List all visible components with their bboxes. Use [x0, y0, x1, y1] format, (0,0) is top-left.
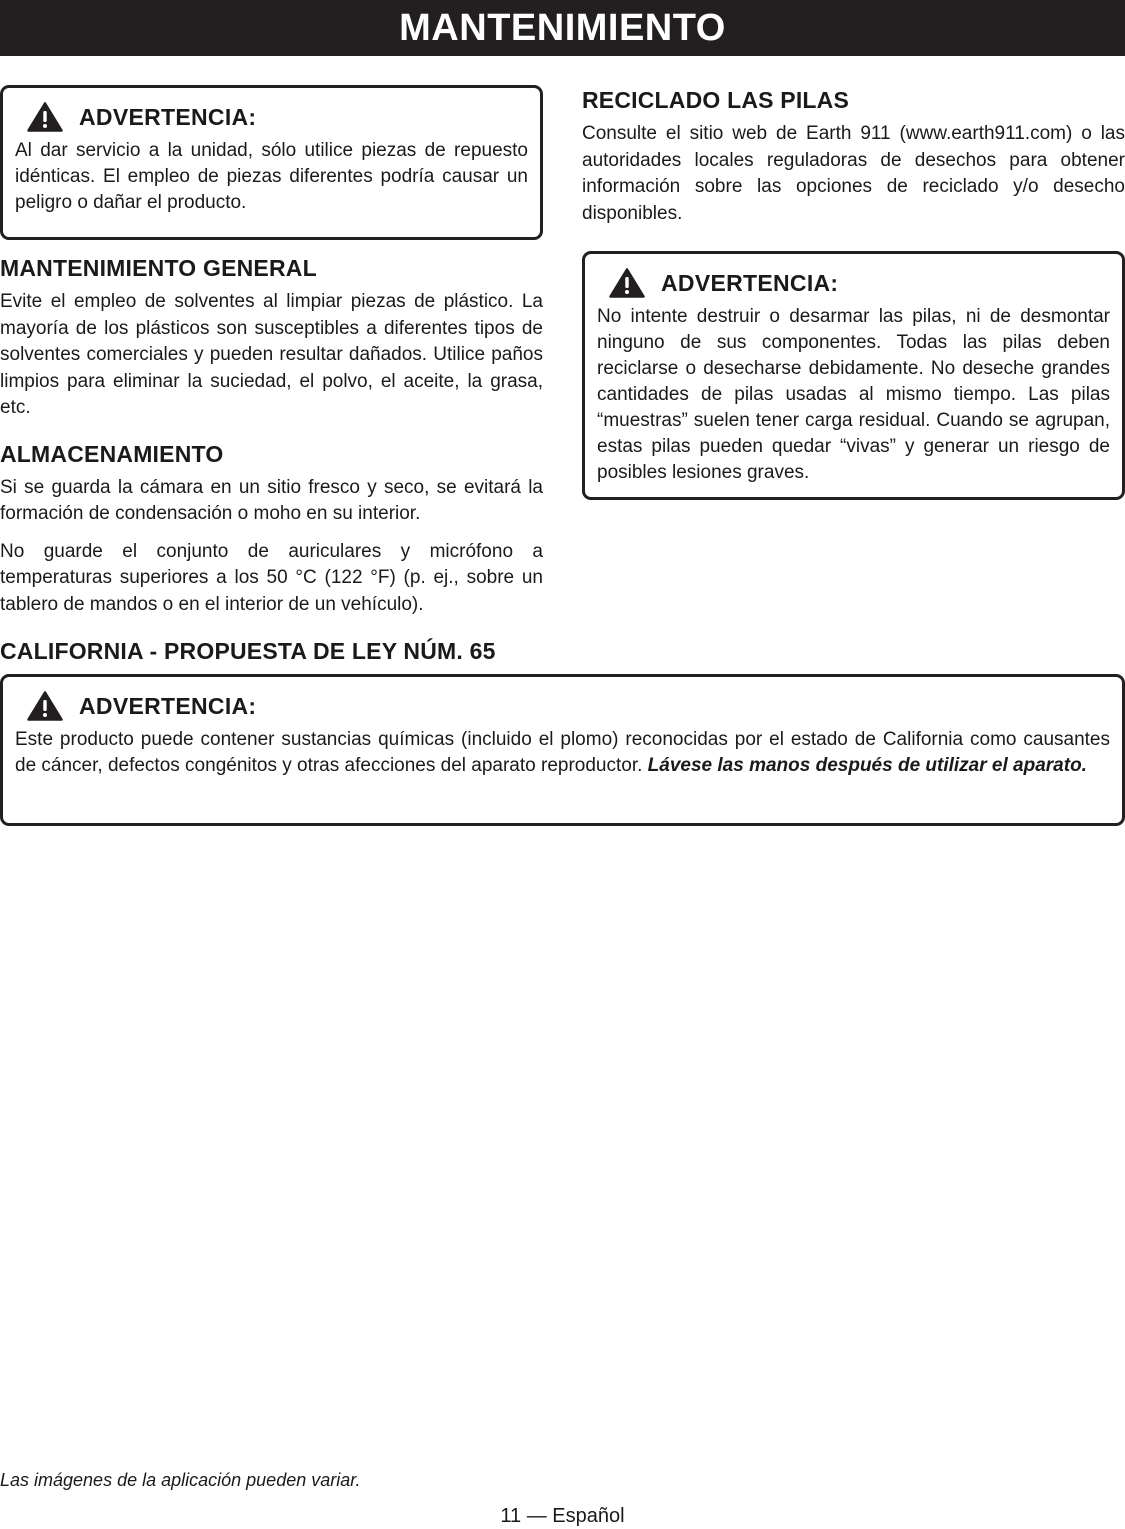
warning-header — [15, 691, 1110, 721]
warning-triangle-icon — [27, 691, 63, 721]
warning-title: ADVERTENCIA: — [79, 692, 257, 719]
section-text: No guarde el conjunto de auriculares y micrófono a temperaturas superiores a los 50 °C (122 °F) (p. ej., sobre un tablero de mandos o en el interior de un vehículo). — [0, 540, 543, 615]
right-column — [582, 85, 1125, 500]
warning-triangle-icon — [609, 268, 645, 298]
battery-warning-box — [582, 251, 1125, 500]
warning-text: No intente destruir o desarmar las pilas, ni de desmontar ninguno de sus componentes. Todas las pilas deben reciclarse o desecharse debidamente. No deseche grandes cantidades de pilas usadas al mismo tiempo. Las pilas “muestras” suelen tener carga residual. Cuando se agrupan, estas pilas pueden quedar “vivas” y generar un riesgo de posibles lesiones graves. — [597, 306, 1110, 483]
california-prop65-section — [0, 636, 1125, 826]
section-heading: MANTENIMIENTO GENERAL — [0, 255, 317, 281]
page-title-banner — [0, 0, 1125, 56]
left-column — [0, 85, 543, 618]
section-text: Consulte el sitio web de Earth 911 (www.earth911.com) o las autoridades locales reguladoras de desechos para obtener información sobre las opciones de reciclado y/o desecho disponibles. — [582, 123, 1125, 224]
battery-recycling-section — [582, 85, 1125, 227]
warning-triangle-icon — [27, 102, 63, 132]
section-heading: CALIFORNIA - PROPUESTA DE LEY NÚM. 65 — [0, 638, 496, 664]
page-number: 11 — Español — [500, 1505, 625, 1527]
section-heading: RECICLADO LAS PILAS — [582, 87, 850, 113]
section-heading: ALMACENAMIENTO — [0, 440, 224, 467]
warning-emphasis: Lávese las manos después de utilizar el aparato. — [647, 755, 1087, 776]
page-title: MANTENIMIENTO — [399, 7, 726, 49]
image-disclaimer: Las imágenes de la aplicación pueden variar. — [0, 1470, 361, 1490]
prop65-warning-box — [0, 674, 1125, 826]
storage-section — [0, 439, 543, 619]
warning-text: Al dar servicio a la unidad, sólo utilice piezas de repuesto idénticas. El empleo de piezas diferentes podría causar un peligro o dañar el producto. — [15, 140, 528, 213]
warning-text — [15, 727, 1110, 779]
section-text: Evite el empleo de solventes al limpiar piezas de plástico. La mayoría de los plásticos son susceptibles a diferentes tipos de solventes comerciales y pueden resultar dañados. Utilice paños limpios para eliminar la suciedad, el polvo, el aceite, la grasa, etc. — [0, 291, 543, 418]
replacement-parts-warning-box — [0, 85, 543, 240]
warning-body: Este producto puede contener sustancias químicas (incluido el plomo) reconocidas por el estado de California como causantes de cáncer, defectos congénitos y otras afecciones del aparato reproductor. — [15, 729, 1110, 776]
general-maintenance-section — [0, 253, 543, 422]
section-text: Si se guarda la cámara en un sitio fresco y seco, se evitará la formación de condensación o moho en su interior. — [0, 476, 543, 524]
warning-title: ADVERTENCIA: — [661, 269, 839, 296]
warning-header — [597, 268, 1110, 298]
warning-title: ADVERTENCIA: — [79, 103, 257, 130]
warning-header — [15, 102, 528, 132]
